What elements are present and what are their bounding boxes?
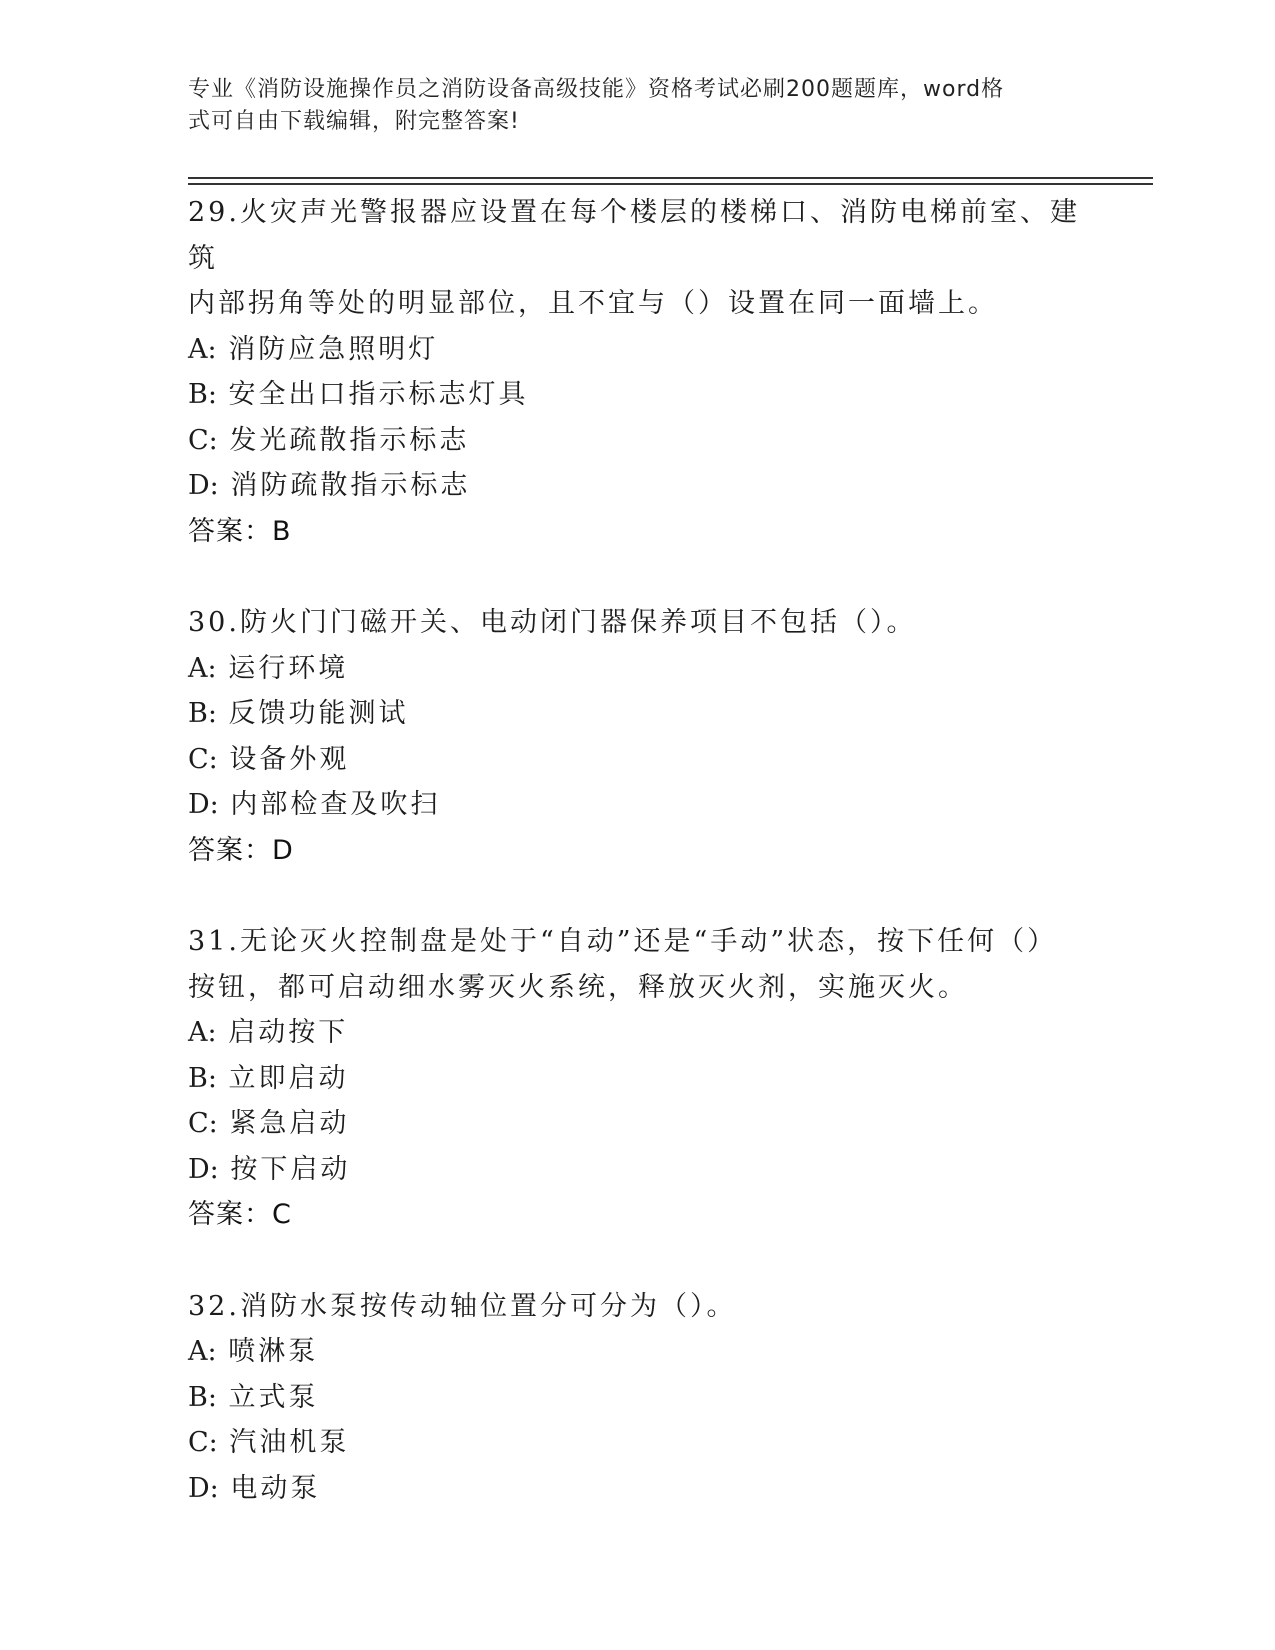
option-c <box>188 1101 1088 1147</box>
option-d <box>188 1147 1088 1193</box>
option-a <box>188 646 1088 692</box>
option-key: D: <box>188 789 219 820</box>
option-key: C: <box>188 1108 218 1139</box>
question-stem-line: 内部拐角等处的明显部位，且不宜与（）设置在同一面墙上。 <box>188 288 998 319</box>
option-d <box>188 1466 1088 1512</box>
option-b <box>188 372 1088 418</box>
header-divider-bottom <box>188 183 1153 185</box>
question-31 <box>188 919 1088 1238</box>
question-stem-line: 32.消防水泵按传动轴位置分可分为（）。 <box>188 1290 737 1322</box>
question-29 <box>188 190 1088 554</box>
document-header <box>188 74 1068 138</box>
answer-line <box>188 1192 1088 1238</box>
option-text: 紧急启动 <box>229 1108 350 1139</box>
question-30 <box>188 600 1088 873</box>
question-stem-line: 31.无论灭火控制盘是处于“自动”还是“手动”状态，按下任何（） <box>188 926 1058 957</box>
option-d <box>188 463 1088 509</box>
option-text: 发光疏散指示标志 <box>229 424 470 456</box>
option-b <box>188 691 1088 737</box>
answer-line <box>188 828 1088 874</box>
option-key: A: <box>188 652 217 684</box>
option-c <box>188 737 1088 783</box>
question-stem-line: 30.防火门门磁开关、电动闭门器保养项目不包括（）。 <box>188 607 917 638</box>
option-key: C: <box>188 1427 218 1458</box>
option-key: B: <box>188 698 217 729</box>
option-c <box>188 418 1088 464</box>
header-line-1: 专业《消防设施操作员之消防设备高级技能》资格考试必刷200题题库，word格 <box>188 77 1005 102</box>
option-key: A: <box>188 1017 217 1048</box>
option-text: 消防疏散指示标志 <box>230 470 471 501</box>
question-list <box>188 190 1088 1557</box>
option-a <box>188 327 1088 373</box>
option-text: 消防应急照明灯 <box>228 333 439 365</box>
option-text: 立即启动 <box>228 1062 349 1094</box>
option-key: B: <box>188 379 217 410</box>
option-text: 内部检查及吹扫 <box>230 789 441 820</box>
option-text: 运行环境 <box>228 652 349 684</box>
option-text: 安全出口指示标志灯具 <box>228 379 529 410</box>
answer-label: 答案： <box>188 1199 272 1230</box>
question-stem-line: 29.火灾声光警报器应设置在每个楼层的楼梯口、消防电梯前室、建筑 <box>188 197 1080 274</box>
option-key: C: <box>188 424 218 456</box>
option-key: A: <box>188 1336 217 1367</box>
option-b <box>188 1375 1088 1421</box>
option-c <box>188 1420 1088 1466</box>
option-text: 启动按下 <box>228 1017 349 1048</box>
option-key: D: <box>188 1153 219 1185</box>
option-key: C: <box>188 743 218 775</box>
answer-value: C <box>272 1199 292 1230</box>
option-d <box>188 782 1088 828</box>
option-key: A: <box>188 333 217 365</box>
answer-label: 答案： <box>188 515 272 547</box>
option-text: 喷淋泵 <box>228 1336 319 1367</box>
option-text: 立式泵 <box>228 1381 319 1413</box>
option-key: D: <box>188 1472 219 1504</box>
option-a <box>188 1329 1088 1375</box>
option-text: 按下启动 <box>230 1153 351 1185</box>
option-a <box>188 1010 1088 1056</box>
answer-value: D <box>272 834 294 866</box>
answer-label: 答案： <box>188 834 272 866</box>
option-key: B: <box>188 1062 217 1094</box>
header-divider-top <box>188 177 1153 179</box>
option-b <box>188 1056 1088 1102</box>
option-text: 设备外观 <box>229 743 350 775</box>
option-key: B: <box>188 1381 217 1413</box>
option-text: 反馈功能测试 <box>228 698 409 729</box>
answer-value: B <box>272 515 292 547</box>
option-key: D: <box>188 470 219 501</box>
question-stem-line: 按钮，都可启动细水雾灭火系统，释放灭火剂，实施灭火。 <box>188 971 968 1003</box>
question-32 <box>188 1284 1088 1512</box>
answer-line <box>188 509 1088 555</box>
option-text: 电动泵 <box>230 1472 321 1504</box>
option-text: 汽油机泵 <box>229 1427 350 1458</box>
header-line-2: 式可自由下载编辑，附完整答案! <box>188 109 520 134</box>
